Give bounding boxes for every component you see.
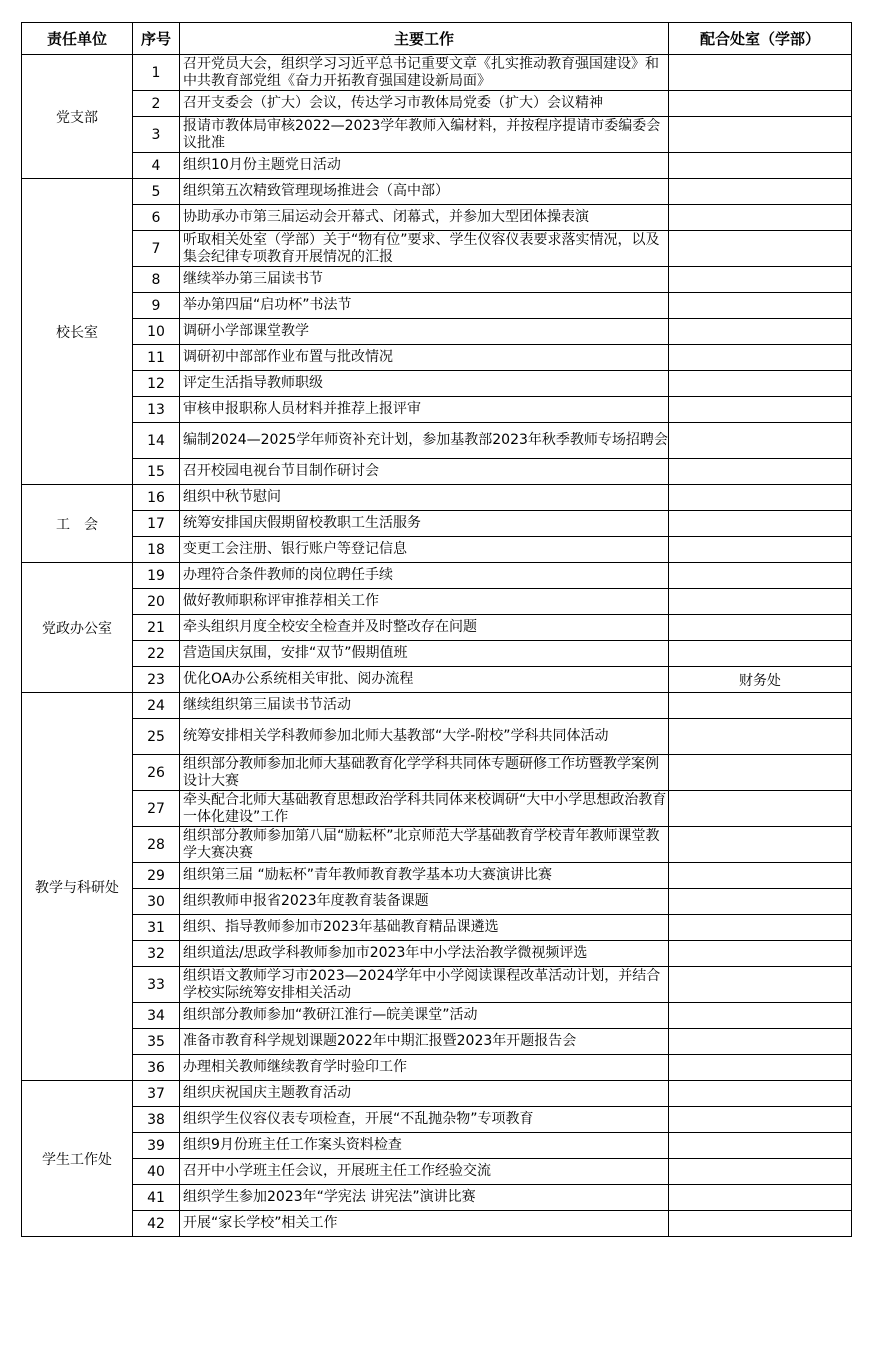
cooperating-office	[669, 641, 852, 667]
row-number: 2	[133, 91, 180, 117]
table-row	[22, 319, 852, 345]
main-work: 牵头配合北师大基础教育思想政治学科共同体来校调研“大中小学思想政治教育一体化建设”工作	[180, 791, 669, 827]
main-work: 组织学生仪容仪表专项检查，开展“不乱抛杂物”专项教育	[180, 1107, 669, 1133]
table-row	[22, 55, 852, 91]
table-row	[22, 537, 852, 563]
table-row	[22, 231, 852, 267]
table-row	[22, 967, 852, 1003]
main-work: 协助承办市第三届运动会开幕式、闭幕式，并参加大型团体操表演	[180, 205, 669, 231]
main-work: 优化OA办公系统相关审批、阅办流程	[180, 667, 669, 693]
table-row	[22, 1081, 852, 1107]
main-work: 继续举办第三届读书节	[180, 267, 669, 293]
header-unit: 责任单位	[22, 23, 133, 55]
cooperating-office	[669, 1185, 852, 1211]
main-work: 继续组织第三届读书节活动	[180, 693, 669, 719]
row-number: 37	[133, 1081, 180, 1107]
cooperating-office	[669, 319, 852, 345]
table-row	[22, 1107, 852, 1133]
row-number: 9	[133, 293, 180, 319]
main-work: 组织9月份班主任工作案头资料检查	[180, 1133, 669, 1159]
table-row	[22, 693, 852, 719]
row-number: 7	[133, 231, 180, 267]
table-row	[22, 791, 852, 827]
table-row	[22, 889, 852, 915]
cooperating-office	[669, 941, 852, 967]
main-work: 组织第三届 “励耘杯”青年教师教育教学基本功大赛演讲比赛	[180, 863, 669, 889]
main-work: 牵头组织月度全校安全检查并及时整改存在问题	[180, 615, 669, 641]
table-row	[22, 117, 852, 153]
cooperating-office	[669, 345, 852, 371]
table-row	[22, 1029, 852, 1055]
cooperating-office	[669, 55, 852, 91]
cooperating-office	[669, 1081, 852, 1107]
main-work: 组织第五次精致管理现场推进会（高中部）	[180, 179, 669, 205]
cooperating-office	[669, 205, 852, 231]
row-number: 31	[133, 915, 180, 941]
main-work: 组织部分教师参加第八届“励耘杯”北京师范大学基础教育学校青年教师课堂教学大赛决赛	[180, 827, 669, 863]
cooperating-office	[669, 371, 852, 397]
main-work: 组织10月份主题党日活动	[180, 153, 669, 179]
main-work: 召开中小学班主任会议，开展班主任工作经验交流	[180, 1159, 669, 1185]
table-row	[22, 755, 852, 791]
cooperating-office	[669, 511, 852, 537]
main-work: 组织庆祝国庆主题教育活动	[180, 1081, 669, 1107]
row-number: 38	[133, 1107, 180, 1133]
main-work: 组织部分教师参加“教研江淮行—皖美课堂”活动	[180, 1003, 669, 1029]
row-number: 14	[133, 423, 180, 459]
table-row	[22, 267, 852, 293]
row-number: 19	[133, 563, 180, 589]
main-work: 调研初中部部作业布置与批改情况	[180, 345, 669, 371]
row-number: 1	[133, 55, 180, 91]
header-work: 主要工作	[180, 23, 669, 55]
cooperating-office	[669, 231, 852, 267]
row-number: 39	[133, 1133, 180, 1159]
main-work: 变更工会注册、银行账户等登记信息	[180, 537, 669, 563]
row-number: 27	[133, 791, 180, 827]
table-row	[22, 1211, 852, 1237]
row-number: 23	[133, 667, 180, 693]
table-row	[22, 459, 852, 485]
table-row	[22, 563, 852, 589]
cooperating-office	[669, 693, 852, 719]
row-number: 4	[133, 153, 180, 179]
responsible-unit: 党政办公室	[22, 563, 133, 693]
row-number: 15	[133, 459, 180, 485]
header-num: 序号	[133, 23, 180, 55]
cooperating-office	[669, 1133, 852, 1159]
row-number: 42	[133, 1211, 180, 1237]
row-number: 12	[133, 371, 180, 397]
main-work: 统筹安排相关学科教师参加北师大基教部“大学-附校”学科共同体活动	[180, 719, 669, 755]
row-number: 36	[133, 1055, 180, 1081]
table-row	[22, 1185, 852, 1211]
main-work: 组织部分教师参加北师大基础教育化学学科共同体专题研修工作坊暨教学案例设计大赛	[180, 755, 669, 791]
main-work: 召开支委会（扩大）会议，传达学习市教体局党委（扩大）会议精神	[180, 91, 669, 117]
main-work: 开展“家长学校”相关工作	[180, 1211, 669, 1237]
cooperating-office	[669, 563, 852, 589]
main-work: 准备市教育科学规划课题2022年中期汇报暨2023年开题报告会	[180, 1029, 669, 1055]
cooperating-office	[669, 863, 852, 889]
table-row	[22, 915, 852, 941]
table-row	[22, 511, 852, 537]
row-number: 26	[133, 755, 180, 791]
table-row	[22, 1003, 852, 1029]
main-work: 做好教师职称评审推荐相关工作	[180, 589, 669, 615]
row-number: 21	[133, 615, 180, 641]
cooperating-office	[669, 293, 852, 319]
row-number: 29	[133, 863, 180, 889]
row-number: 20	[133, 589, 180, 615]
main-work: 统筹安排国庆假期留校教职工生活服务	[180, 511, 669, 537]
cooperating-office: 财务处	[669, 667, 852, 693]
cooperating-office	[669, 1211, 852, 1237]
cooperating-office	[669, 1107, 852, 1133]
main-work: 听取相关处室（学部）关于“物有位”要求、学生仪容仪表要求落实情况，以及集会纪律专项教育开展情况的汇报	[180, 231, 669, 267]
main-work: 审核申报职称人员材料并推荐上报评审	[180, 397, 669, 423]
row-number: 25	[133, 719, 180, 755]
row-number: 17	[133, 511, 180, 537]
cooperating-office	[669, 889, 852, 915]
table-row	[22, 1055, 852, 1081]
row-number: 11	[133, 345, 180, 371]
cooperating-office	[669, 1003, 852, 1029]
row-number: 10	[133, 319, 180, 345]
table-row	[22, 615, 852, 641]
row-number: 34	[133, 1003, 180, 1029]
row-number: 8	[133, 267, 180, 293]
main-work: 组织中秋节慰问	[180, 485, 669, 511]
cooperating-office	[669, 485, 852, 511]
cooperating-office	[669, 1159, 852, 1185]
row-number: 24	[133, 693, 180, 719]
row-number: 22	[133, 641, 180, 667]
table-row	[22, 397, 852, 423]
cooperating-office	[669, 967, 852, 1003]
cooperating-office	[669, 915, 852, 941]
table-row	[22, 1133, 852, 1159]
table-row	[22, 153, 852, 179]
table-row	[22, 485, 852, 511]
responsible-unit: 党支部	[22, 55, 133, 179]
cooperating-office	[669, 615, 852, 641]
cooperating-office	[669, 91, 852, 117]
cooperating-office	[669, 117, 852, 153]
table-row	[22, 719, 852, 755]
main-work: 营造国庆氛围，安排“双节”假期值班	[180, 641, 669, 667]
row-number: 41	[133, 1185, 180, 1211]
main-work: 召开校园电视台节目制作研讨会	[180, 459, 669, 485]
table-row	[22, 941, 852, 967]
row-number: 40	[133, 1159, 180, 1185]
table-row	[22, 641, 852, 667]
main-work: 评定生活指导教师职级	[180, 371, 669, 397]
table-row	[22, 1159, 852, 1185]
main-work: 组织、指导教师参加市2023年基础教育精品课遴选	[180, 915, 669, 941]
cooperating-office	[669, 589, 852, 615]
row-number: 30	[133, 889, 180, 915]
main-work: 举办第四届“启功杯”书法节	[180, 293, 669, 319]
row-number: 32	[133, 941, 180, 967]
cooperating-office	[669, 791, 852, 827]
main-work: 组织教师申报省2023年度教育装备课题	[180, 889, 669, 915]
table-row	[22, 863, 852, 889]
main-work: 组织学生参加2023年“学宪法 讲宪法”演讲比赛	[180, 1185, 669, 1211]
responsible-unit: 校长室	[22, 179, 133, 485]
table-row	[22, 293, 852, 319]
table-row	[22, 205, 852, 231]
main-work: 调研小学部课堂教学	[180, 319, 669, 345]
main-work: 召开党员大会，组织学习习近平总书记重要文章《扎实推动教育强国建设》和中共教育部党组《奋力开拓教育强国建设新局面》	[180, 55, 669, 91]
responsible-unit: 教学与科研处	[22, 693, 133, 1081]
cooperating-office	[669, 1029, 852, 1055]
table-row	[22, 667, 852, 693]
work-plan-table	[21, 22, 852, 1237]
cooperating-office	[669, 267, 852, 293]
header-row	[22, 23, 852, 55]
cooperating-office	[669, 1055, 852, 1081]
cooperating-office	[669, 827, 852, 863]
table-row	[22, 423, 852, 459]
header-coop: 配合处室（学部）	[669, 23, 852, 55]
main-work: 报请市教体局审核2022—2023学年教师入编材料，并按程序提请市委编委会议批准	[180, 117, 669, 153]
row-number: 16	[133, 485, 180, 511]
cooperating-office	[669, 755, 852, 791]
cooperating-office	[669, 397, 852, 423]
cooperating-office	[669, 459, 852, 485]
cooperating-office	[669, 537, 852, 563]
main-work: 组织语文教师学习市2023—2024学年中小学阅读课程改革活动计划，并结合学校实际统筹安排相关活动	[180, 967, 669, 1003]
responsible-unit: 工 会	[22, 485, 133, 563]
row-number: 6	[133, 205, 180, 231]
cooperating-office	[669, 179, 852, 205]
responsible-unit: 学生工作处	[22, 1081, 133, 1237]
table-row	[22, 371, 852, 397]
row-number: 35	[133, 1029, 180, 1055]
table-row	[22, 589, 852, 615]
cooperating-office	[669, 423, 852, 459]
row-number: 5	[133, 179, 180, 205]
cooperating-office	[669, 719, 852, 755]
row-number: 13	[133, 397, 180, 423]
row-number: 18	[133, 537, 180, 563]
table-row	[22, 827, 852, 863]
cooperating-office	[669, 153, 852, 179]
row-number: 3	[133, 117, 180, 153]
main-work: 办理相关教师继续教育学时验印工作	[180, 1055, 669, 1081]
row-number: 28	[133, 827, 180, 863]
main-work: 办理符合条件教师的岗位聘任手续	[180, 563, 669, 589]
table-row	[22, 179, 852, 205]
main-work: 组织道法/思政学科教师参加市2023年中小学法治教学微视频评选	[180, 941, 669, 967]
table-row	[22, 345, 852, 371]
main-work: 编制2024—2025学年师资补充计划，参加基教部2023年秋季教师专场招聘会	[180, 423, 669, 459]
table-row	[22, 91, 852, 117]
row-number: 33	[133, 967, 180, 1003]
